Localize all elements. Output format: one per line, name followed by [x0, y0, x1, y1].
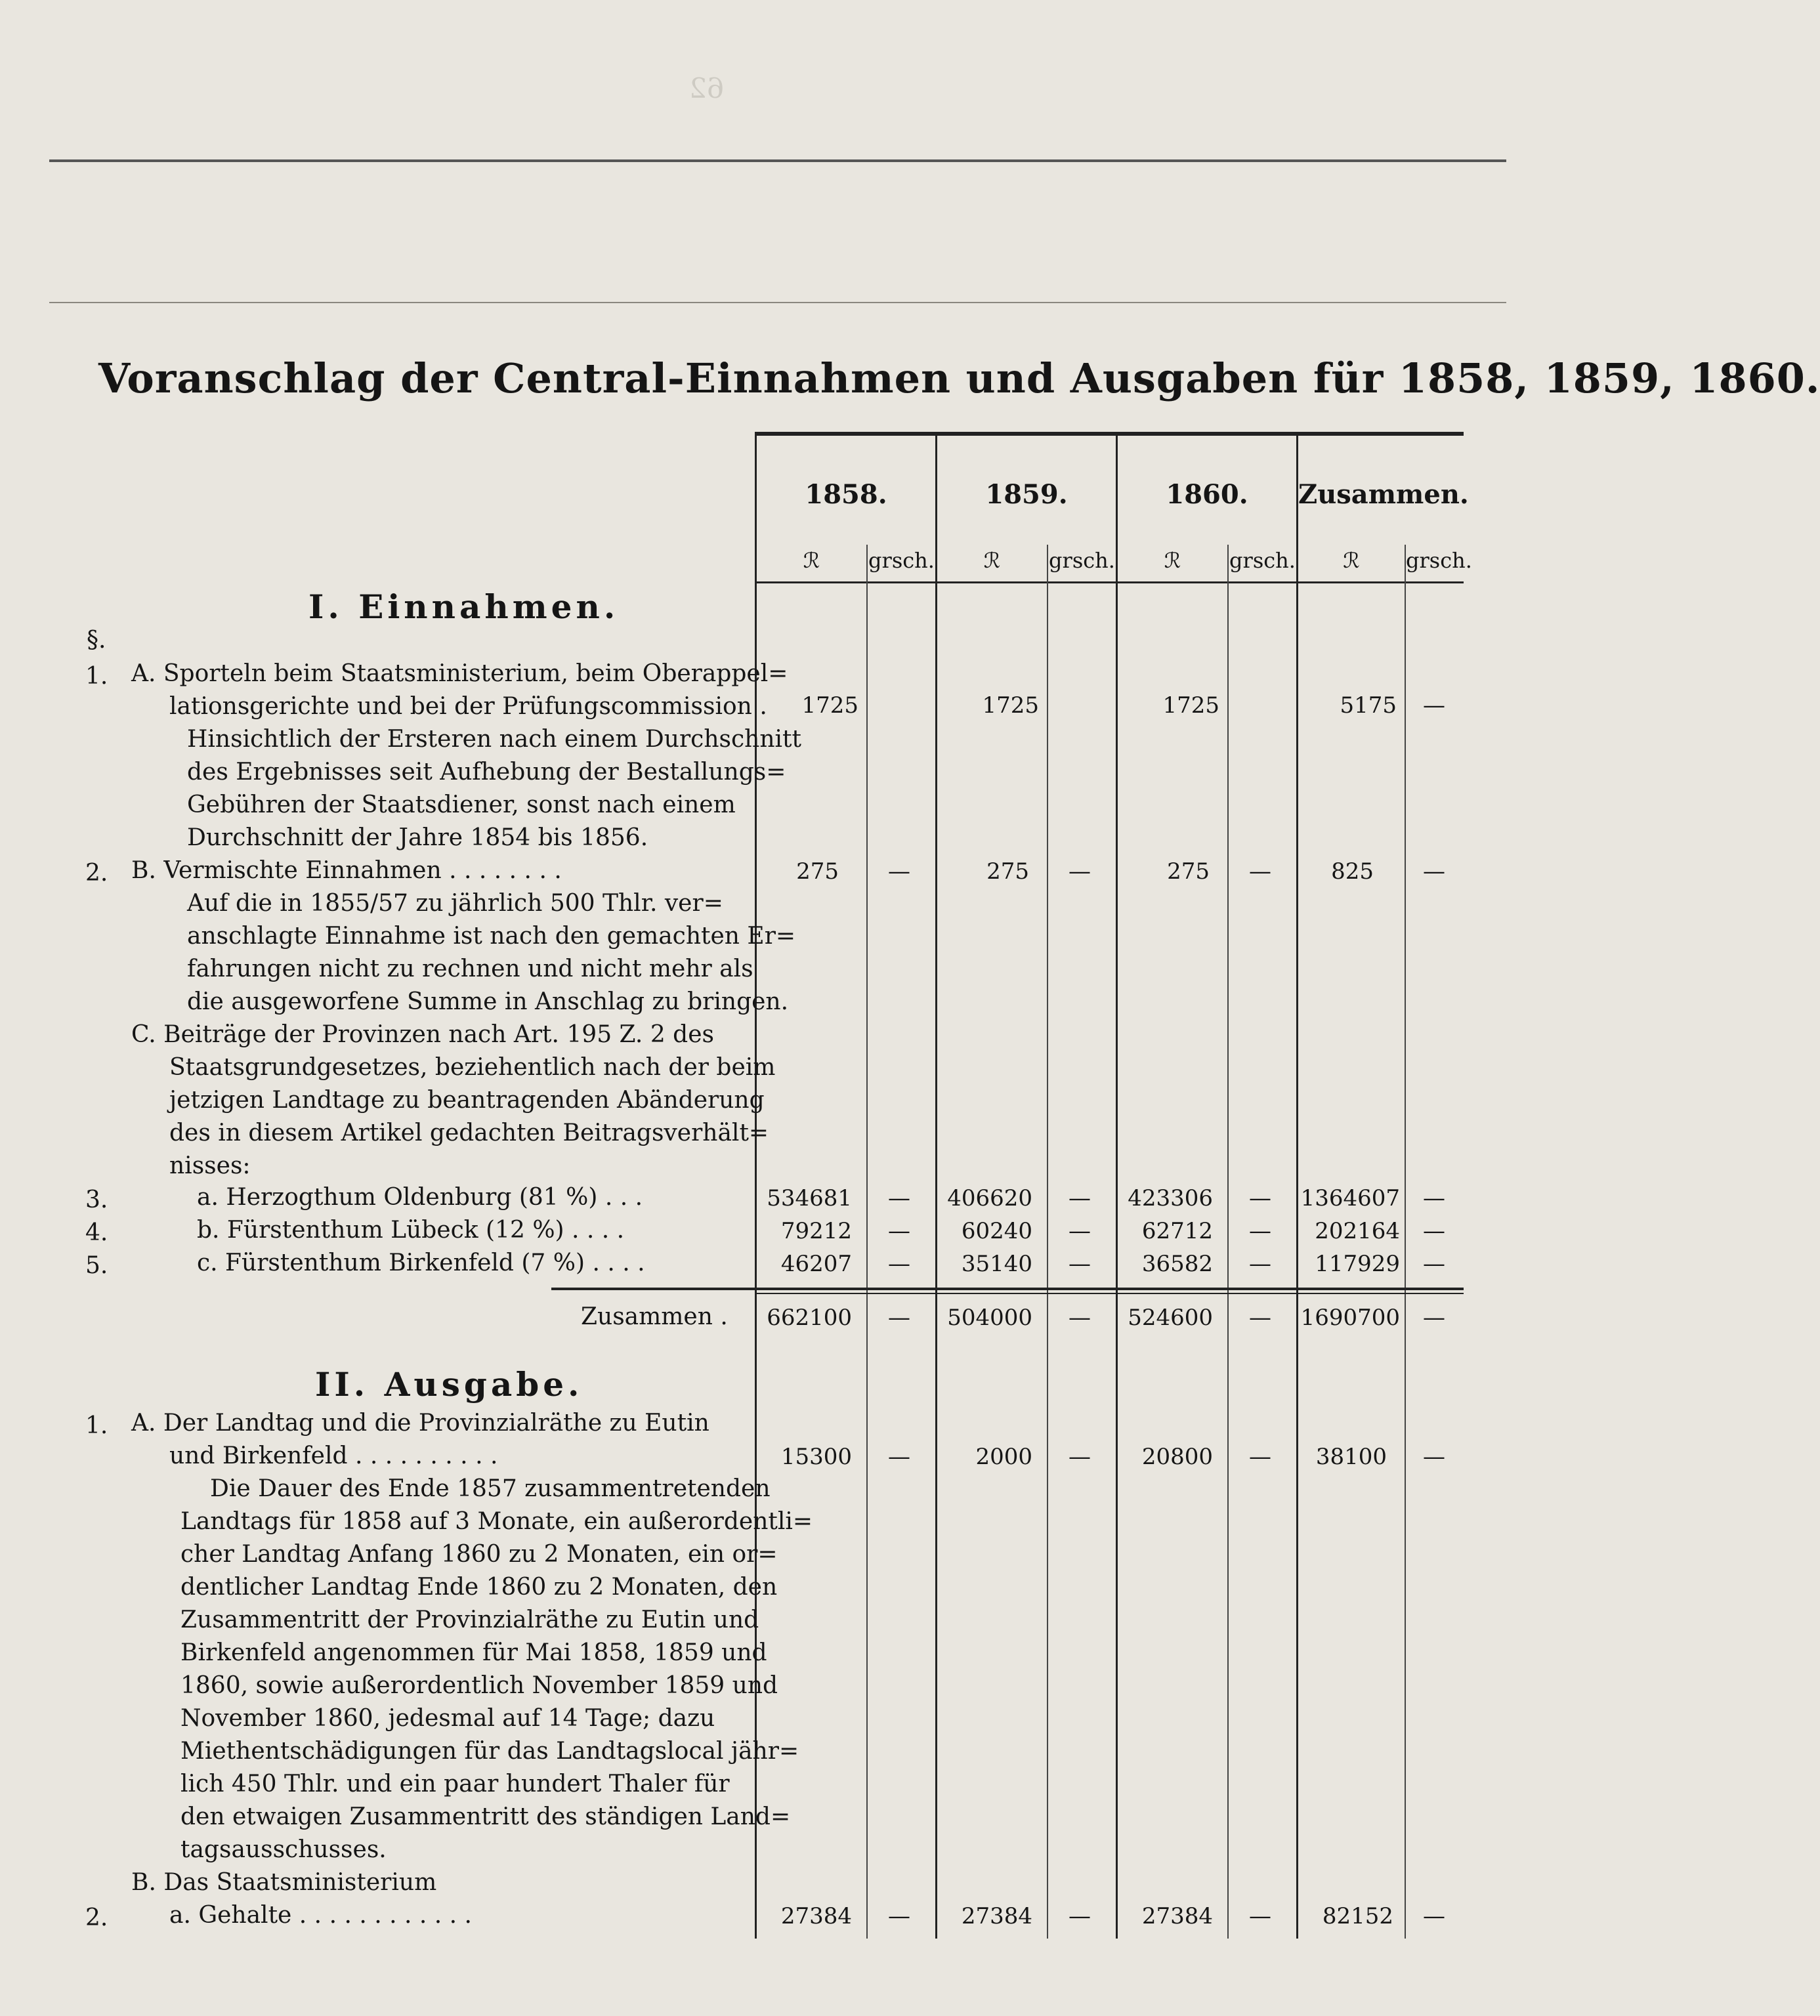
province-2-1858-grote: — — [888, 1218, 910, 1244]
province-3-1859: 35140 — [961, 1251, 1032, 1277]
col-header-1860: 1860. — [1166, 479, 1248, 510]
province-1-1859: 406620 — [947, 1185, 1032, 1211]
unit-grote-1860: grsch. — [1229, 548, 1296, 573]
income-row-2-line-3: anschlagte Einnahme ist nach den gemachten Er= — [187, 923, 796, 950]
top-rule-2 — [49, 302, 1506, 303]
gehalte-1858: 27384 — [780, 1903, 852, 1929]
income-heading: I. Einnahmen. — [308, 587, 620, 626]
expense-row-1-1860: 20800 — [1141, 1444, 1213, 1470]
income-row-1-line-6: Durchschnitt der Jahre 1854 bis 1856. — [187, 824, 648, 851]
gehalte-no: 2. — [85, 1904, 108, 1931]
income-total-label: Zusammen . — [581, 1303, 728, 1330]
province-1-zusammen: 1364607 — [1300, 1185, 1400, 1211]
province-2-no: 4. — [85, 1219, 108, 1246]
expense-row-1-line-6: dentlicher Landtag Ende 1860 zu 2 Monaten, den — [180, 1574, 778, 1601]
province-1-1858-grote: — — [888, 1185, 910, 1211]
income-row-2-1858-grote: — — [888, 858, 910, 885]
province-1-1859-grote: — — [1069, 1185, 1091, 1211]
expense-row-1-line-10: November 1860, jedesmal auf 14 Tage; dazu — [180, 1705, 715, 1732]
province-2-zusammen-grote: — — [1423, 1218, 1445, 1244]
province-3-zusammen-grote: — — [1423, 1251, 1445, 1277]
province-2-1860-grote: — — [1249, 1218, 1271, 1244]
province-2-1860: 62712 — [1141, 1218, 1213, 1244]
col-sub-2 — [1047, 545, 1048, 1939]
income-row-2-line-4: fahrungen nicht zu rechnen und nicht mehr als — [187, 956, 753, 982]
expense-row-1-line-11: Miethentschädigungen für das Landtagslocal jähr= — [180, 1738, 799, 1765]
province-2-zusammen: 202164 — [1315, 1218, 1400, 1244]
province-1-zusammen-grote: — — [1423, 1185, 1445, 1211]
expense-row-1-line-7: Zusammentritt der Provinzialräthe zu Eutin und — [180, 1606, 759, 1633]
income-row-2-line-10: nisses: — [169, 1152, 251, 1179]
unit-grote-1859: grsch. — [1049, 548, 1115, 573]
province-3-1860-grote: — — [1249, 1251, 1271, 1277]
gehalte-1859-grote: — — [1069, 1903, 1091, 1929]
expense-row-1-1858-grote: — — [888, 1444, 910, 1470]
income-row-2-line-7: Staatsgrundgesetzes, beziehentlich nach der beim — [169, 1054, 776, 1081]
gehalte-1858-grote: — — [888, 1903, 910, 1929]
income-total-1860: 524600 — [1128, 1305, 1213, 1331]
income-row-2-line-5: die ausgeworfene Summe in Anschlag zu bringen. — [187, 988, 789, 1015]
province-3-zusammen: 117929 — [1315, 1251, 1400, 1277]
income-total-1858: 662100 — [767, 1305, 852, 1331]
income-row-1-line-4: des Ergebnisses seit Aufhebung der Bestallungs= — [187, 759, 786, 786]
income-row-1-1858: 1725 — [801, 692, 858, 719]
gehalte-1860: 27384 — [1141, 1903, 1213, 1929]
income-row-2-line-2: Auf die in 1855/57 zu jährlich 500 Thlr. ver= — [187, 890, 723, 917]
expense-row-1-line-5: cher Landtag Anfang 1860 zu 2 Monaten, ein or= — [180, 1541, 778, 1568]
expense-row-1-line-2: und Birkenfeld . . . . . . . . . . — [169, 1442, 498, 1469]
col-header-1858: 1858. — [805, 479, 887, 510]
gehalte-1859: 27384 — [961, 1903, 1032, 1929]
income-total-1859: 504000 — [947, 1305, 1032, 1331]
unit-grote-zusammen: grsch. — [1406, 548, 1472, 573]
province-2-1858: 79212 — [780, 1218, 852, 1244]
section-mark: §. — [87, 627, 106, 654]
unit-thaler-zusammen: ℛ — [1343, 548, 1360, 573]
expense-row-1-line-3: Die Dauer des Ende 1857 zusammentretenden — [210, 1475, 771, 1502]
expense-row-1-line-8: Birkenfeld angenommen für Mai 1858, 1859 und — [180, 1639, 767, 1666]
expense-row-1-1859-grote: — — [1069, 1444, 1091, 1470]
income-row-2-1859: 275 — [986, 858, 1029, 885]
expense-row-1-line-1: A. Der Landtag und die Provinzialräthe zu Eutin — [131, 1410, 709, 1437]
page-title: Voranschlag der Central-Einnahmen und Ausgaben für 1858, 1859, 1860. — [98, 354, 1820, 402]
expense-row-1-line-13: den etwaigen Zusammentritt des ständigen Land= — [180, 1803, 791, 1830]
province-1-1860-grote: — — [1249, 1185, 1271, 1211]
expense-heading: II. Ausgabe. — [315, 1365, 583, 1404]
col-sub-1 — [866, 545, 868, 1939]
province-3-label: c. Fürstenthum Birkenfeld (7 %) . . . . — [197, 1250, 645, 1276]
province-2-label: b. Fürstenthum Lübeck (12 %) . . . . — [197, 1217, 625, 1244]
total-rule-2 — [755, 1293, 1464, 1294]
income-row-2-1860-grote: — — [1249, 858, 1271, 885]
col-sub-3 — [1227, 545, 1229, 1939]
income-row-1-1860: 1725 — [1162, 692, 1219, 719]
income-row-1-line-3: Hinsichtlich der Ersteren nach einem Durchschnitt — [187, 726, 801, 753]
province-3-1858: 46207 — [780, 1251, 852, 1277]
income-row-2-1860: 275 — [1167, 858, 1210, 885]
expense-row-1-zusammen: 38100 — [1315, 1444, 1387, 1470]
expense-row-1-line-14: tagsausschusses. — [180, 1836, 387, 1863]
income-row-2-line-9: des in diesem Artikel gedachten Beitragsverhält= — [169, 1120, 769, 1146]
income-row-2-line-1: B. Vermischte Einnahmen . . . . . . . . — [131, 857, 562, 884]
income-row-2-1859-grote: — — [1069, 858, 1091, 885]
income-row-1-zusammen-grote: — — [1423, 692, 1445, 719]
income-row-2-zusammen-grote: — — [1423, 858, 1445, 885]
income-total-1860-grote: — — [1249, 1305, 1271, 1331]
staatsministerium-heading: B. Das Staatsministerium — [131, 1869, 437, 1896]
unit-thaler-1859: ℛ — [983, 548, 1001, 573]
unit-grote-1858: grsch. — [868, 548, 935, 573]
total-rule — [551, 1288, 1464, 1290]
col-header-1859: 1859. — [985, 479, 1068, 510]
income-row-1-no: 1. — [85, 663, 108, 690]
province-1-1860: 423306 — [1128, 1185, 1213, 1211]
top-rule — [49, 159, 1506, 162]
income-row-1-line-2: lationsgerichte und bei der Prüfungscommission . — [169, 693, 767, 720]
income-total-zusammen-grote: — — [1423, 1305, 1445, 1331]
page-number: 62 — [689, 72, 725, 104]
income-row-2-line-8: jetzigen Landtage zu beantragenden Abänderung — [169, 1087, 765, 1114]
province-2-1859: 60240 — [961, 1218, 1032, 1244]
table-header-rule — [755, 581, 1464, 583]
gehalte-zusammen: 82152 — [1322, 1903, 1393, 1929]
expense-row-1-line-4: Landtags für 1858 auf 3 Monate, ein außerordentli= — [180, 1508, 813, 1535]
expense-row-1-line-9: 1860, sowie außerordentlich November 1859 und — [180, 1672, 778, 1699]
income-row-2-no: 2. — [85, 860, 108, 887]
income-row-1-line-1: A. Sporteln beim Staatsministerium, beim Oberappel= — [131, 660, 788, 687]
province-1-1858: 534681 — [767, 1185, 852, 1211]
gehalte-label: a. Gehalte . . . . . . . . . . . . — [169, 1902, 472, 1929]
province-1-label: a. Herzogthum Oldenburg (81 %) . . . — [197, 1184, 643, 1211]
income-total-zusammen: 1690700 — [1300, 1305, 1400, 1331]
income-row-2-zusammen: 825 — [1331, 858, 1374, 885]
col-header-zusammen: Zusammen. — [1298, 479, 1469, 510]
expense-row-1-no: 1. — [85, 1412, 108, 1439]
table-top-rule — [755, 432, 1464, 436]
income-row-1-zusammen: 5175 — [1340, 692, 1397, 719]
income-row-2-1858: 275 — [796, 858, 839, 885]
income-row-2-line-6: C. Beiträge der Provinzen nach Art. 195 Z. 2 des — [131, 1021, 714, 1048]
province-3-1858-grote: — — [888, 1251, 910, 1277]
col-sub-4 — [1405, 545, 1406, 1939]
gehalte-zusammen-grote: — — [1423, 1903, 1445, 1929]
income-total-1859-grote: — — [1069, 1305, 1091, 1331]
province-1-no: 3. — [85, 1186, 108, 1213]
income-row-1-1859: 1725 — [982, 692, 1039, 719]
expense-row-1-1858: 15300 — [780, 1444, 852, 1470]
expense-row-1-zusammen-grote: — — [1423, 1444, 1445, 1470]
province-3-1859-grote: — — [1069, 1251, 1091, 1277]
province-3-no: 5. — [85, 1252, 108, 1279]
province-2-1859-grote: — — [1069, 1218, 1091, 1244]
province-3-1860: 36582 — [1141, 1251, 1213, 1277]
income-row-1-line-5: Gebühren der Staatsdiener, sonst nach einem — [187, 791, 736, 818]
unit-thaler-1860: ℛ — [1164, 548, 1181, 573]
gehalte-1860-grote: — — [1249, 1903, 1271, 1929]
expense-row-1-line-12: lich 450 Thlr. und ein paar hundert Thaler für — [180, 1771, 730, 1797]
expense-row-1-1860-grote: — — [1249, 1444, 1271, 1470]
income-total-1858-grote: — — [888, 1305, 910, 1331]
unit-thaler-1858: ℛ — [803, 548, 820, 573]
expense-row-1-1859: 2000 — [975, 1444, 1032, 1470]
